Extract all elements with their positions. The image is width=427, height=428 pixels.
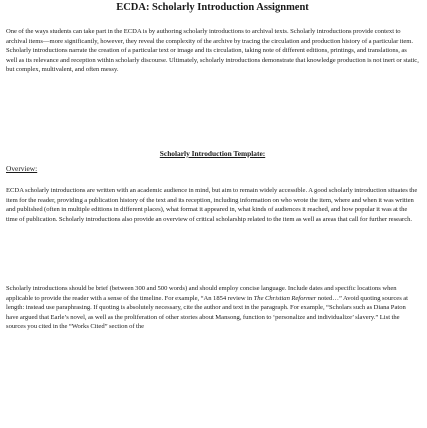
document-title: ECDA: Scholarly Introduction Assignment	[116, 2, 309, 13]
length-paragraph-italic-title: The Christian Reformer	[253, 294, 317, 302]
template-heading: Scholarly Introduction Template:	[159, 149, 266, 158]
length-paragraph-part2: noted…” Avoid quoting sources at length: instead use paraphrasing. If quoting is absolutely necessary, cite the author and text in the paragraph. For example, “Scholars such as Diana Paton have argued that Earle’s novel, as well as the proliferation of other stories about Mansong, function to ‘personalize and individualize’ slavery.” List the sources you cited in the “Works Cited” section of the	[6, 294, 408, 331]
overview-heading: Overview:	[6, 164, 38, 173]
length-paragraph	[6, 284, 419, 384]
intro-paragraph: One of the ways students can take part in the ECDA is by authoring scholarly introductions to archival texts. Scholarly introductions provide context to archival items—more significantly, however, they reveal the complexity of the archive by tracing the circulation and production history of a particular item. Scholarly introductions narrate the creation of a particular text or image and its circulation, taking note of different editions, printings, and translations, as well as its relevance and reception within scholarly discourse. Ultimately, scholarly introductions demonstrate that knowledge production is not inert or static, but complex, multivalent, and often messy.	[6, 28, 419, 74]
overview-paragraph: ECDA scholarly introductions are written with an academic audience in mind, but aim to remain widely accessible. A good scholarly introduction situates the item for the reader, providing a publication history of the text and its reception, including information on who wrote the item, where and when it was written and published (often in multiple editions in different places), what format it appeared in, what kinds of audiences it reached, and how popular it was at the time of publication. Scholarly introductions also provide an overview of critical scholarship related to the item as well as areas that call for further research.	[6, 187, 418, 223]
document-page	[0, 1, 427, 428]
length-paragraph-part1: Scholarly introductions should be brief (between 300 and 500 words) and should employ concise language. Include dates and specific locations when applicable to provide the reader with a sense of the timeline. For example, “An 1854 review in	[6, 285, 397, 302]
